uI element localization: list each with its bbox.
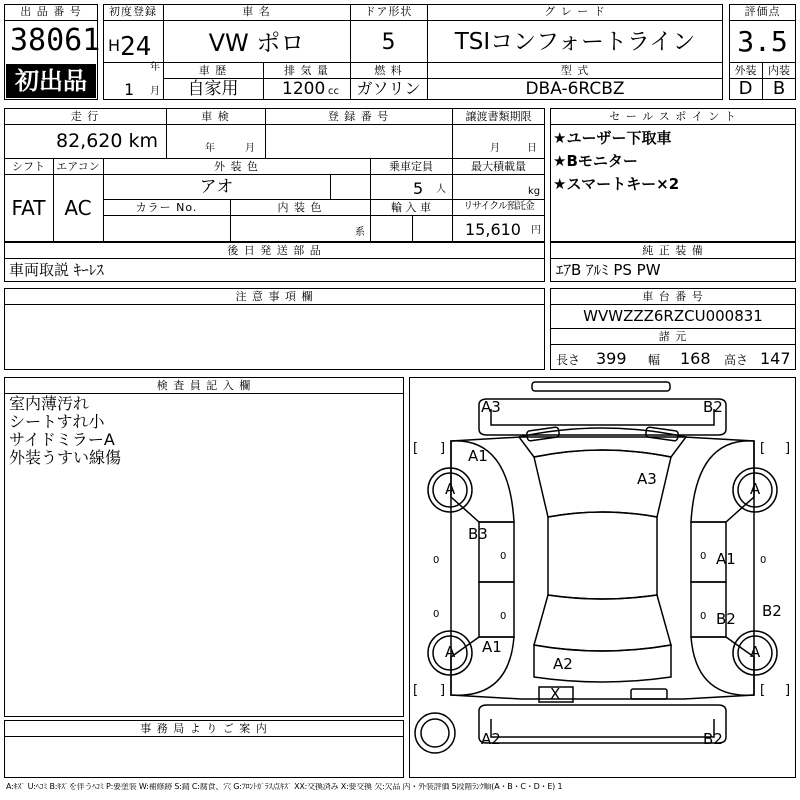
car-diagram xyxy=(409,377,796,778)
reg-year-unit: 年 xyxy=(150,62,160,73)
bracket-mark: [ xyxy=(760,441,766,456)
score-label: 評価点 xyxy=(744,5,781,18)
reg-month-unit: 月 xyxy=(150,86,160,97)
lot-number: 38061 xyxy=(10,23,101,58)
damage-mark: B2 xyxy=(703,730,723,748)
fuel: ガソリン xyxy=(356,79,421,98)
inspection-label: 車 検 xyxy=(201,110,230,123)
door-label: ドア形状 xyxy=(364,5,413,18)
legend: A:ｷｽﾞ U:ﾍｺﾐ B:ｷｽﾞを伴うﾍｺﾐ P:要塗装 W:補修跡 S:錆 C:腐食、穴 G:ﾌﾛﾝﾄｶﾞﾗｽ点ｷｽﾞ XX:交換済み X:要交換 欠:欠品 内・外装評価 5段階ﾗﾝｸ順(A・B・C・D・E) 1 xyxy=(6,783,563,791)
recycle-label: リサイクル預託金 xyxy=(463,201,534,212)
doors: 5 xyxy=(381,30,396,55)
zero-mark: 0 xyxy=(500,551,507,562)
dims-label: 諸 元 xyxy=(658,330,688,343)
displacement-label: 排 気 量 xyxy=(284,64,329,77)
grade-label: グ レ ー ド xyxy=(544,5,606,18)
chassis-label: 車 台 番 号 xyxy=(642,290,704,303)
damage-mark: B2 xyxy=(716,610,736,628)
load-unit: kg xyxy=(528,186,541,197)
first-listing-text: 初出品 xyxy=(15,67,87,95)
office-label: 事 務 局 よ り ご 案 内 xyxy=(140,722,268,735)
reg-number-label: 登 録 番 号 xyxy=(327,110,390,123)
later-parts-label: 後 日 発 送 部 品 xyxy=(227,244,322,257)
interior-grade: B xyxy=(772,78,786,99)
bracket-mark: [ xyxy=(760,683,766,698)
width-label: 幅 xyxy=(648,353,661,367)
capacity: 5 xyxy=(413,179,424,198)
notes-label: 注 意 事 項 欄 xyxy=(235,290,314,303)
damage-mark: A2 xyxy=(481,730,501,748)
displacement: 1200 xyxy=(282,79,326,99)
damage-mark: B2 xyxy=(703,398,723,416)
model: DBA-6RCBZ xyxy=(525,79,625,99)
damage-mark: A2 xyxy=(553,655,573,673)
damage-mark: A3 xyxy=(637,470,657,488)
color-label: 外 装 色 xyxy=(214,160,259,173)
car-name: VW ポロ xyxy=(208,29,305,57)
era: H xyxy=(108,36,121,55)
inspector-line-4: 外装うすい線傷 xyxy=(9,448,122,467)
wheel-mark: A xyxy=(445,643,456,661)
lot-number-label: 出 品 番 号 xyxy=(20,5,82,18)
height-label: 高さ xyxy=(724,353,749,367)
damage-mark: B2 xyxy=(762,602,782,620)
transfer-day-unit: 日 xyxy=(527,143,537,154)
shift: FAT xyxy=(11,196,46,220)
damage-mark: A3 xyxy=(481,398,501,416)
interior-color-unit: 系 xyxy=(355,227,365,238)
exterior-grade-label: 外装 xyxy=(734,64,757,77)
damage-mark: B3 xyxy=(468,525,488,543)
mileage-label: 走 行 xyxy=(70,110,100,123)
displacement-unit: cc xyxy=(328,86,339,97)
sales-point-3: ★スマートキー×2 xyxy=(553,175,680,193)
equipment-label: 純 正 装 備 xyxy=(642,244,704,257)
info-box xyxy=(4,108,545,242)
grade: TSIコンフォートライン xyxy=(454,29,696,55)
history: 自家用 xyxy=(187,79,239,99)
first-reg-label: 初度登録 xyxy=(109,5,157,18)
bracket-mark: ] xyxy=(785,441,791,456)
recycle: 15,610 xyxy=(465,220,521,239)
height: 147 xyxy=(760,349,791,368)
wheel-mark: A xyxy=(750,643,761,661)
zero-mark: 0 xyxy=(500,611,507,622)
wheel-mark: A xyxy=(750,480,761,498)
bracket-mark: [ xyxy=(413,683,419,698)
reg-month: 1 xyxy=(124,80,134,99)
bracket-mark: [ xyxy=(413,441,419,456)
zero-mark: 0 xyxy=(760,555,767,566)
sales-point-2: ★Bモニター xyxy=(553,152,638,170)
zero-mark: 0 xyxy=(700,611,707,622)
ac-label: エアコン xyxy=(56,160,100,173)
width: 168 xyxy=(680,349,711,368)
zero-mark: 0 xyxy=(433,609,440,620)
fuel-label: 燃 料 xyxy=(374,64,403,77)
sales-point-1: ★ユーザー下取車 xyxy=(553,129,672,147)
damage-mark: A1 xyxy=(716,550,736,568)
inspection-month-unit: 月 xyxy=(245,143,255,154)
zero-mark: 0 xyxy=(700,551,707,562)
inspector-line-1: 室内薄汚れ xyxy=(9,394,90,413)
car-name-label: 車 名 xyxy=(242,5,271,18)
bracket-mark: ] xyxy=(440,683,446,698)
inspection-year-unit: 年 xyxy=(205,143,215,154)
import-label: 輸 入 車 xyxy=(391,201,431,214)
damage-mark: X xyxy=(550,685,561,703)
model-label: 型 式 xyxy=(560,64,590,77)
interior-color-label: 内 装 色 xyxy=(277,201,323,214)
color: アオ xyxy=(199,177,234,197)
history-label: 車 歴 xyxy=(198,64,228,77)
bracket-mark: ] xyxy=(785,683,791,698)
transfer-month-unit: 月 xyxy=(490,143,500,154)
chassis-number: WVWZZZ6RZCU000831 xyxy=(583,307,763,325)
inspector-line-2: シートすれ小 xyxy=(9,412,105,431)
interior-grade-label: 内装 xyxy=(768,64,790,77)
inspector-label: 検 査 員 記 入 欄 xyxy=(156,379,252,392)
capacity-label: 乗車定員 xyxy=(389,160,433,173)
damage-mark: A1 xyxy=(468,447,488,465)
later-parts: 車両取説 ｷｰﾚｽ xyxy=(9,261,104,279)
color-no-label: カラー No. xyxy=(135,201,198,214)
mileage: 82,620 km xyxy=(56,130,159,152)
exterior-grade: D xyxy=(738,78,753,99)
capacity-unit: 人 xyxy=(436,184,446,195)
reg-year: 24 xyxy=(120,32,152,62)
recycle-unit: 円 xyxy=(531,225,541,236)
length-label: 長さ xyxy=(556,353,581,367)
damage-mark: A1 xyxy=(482,638,502,656)
length: 399 xyxy=(596,349,627,368)
load-label: 最大積載量 xyxy=(471,160,526,173)
transfer-label: 譲渡書類期限 xyxy=(465,110,532,123)
shift-label: シフト xyxy=(12,160,45,173)
ac: AC xyxy=(64,196,92,220)
wheel-mark: A xyxy=(445,480,456,498)
sales-points-label: セ ー ル ス ポ イ ン ト xyxy=(609,110,737,123)
bracket-mark: ] xyxy=(440,441,446,456)
inspector-line-3: サイドミラーA xyxy=(9,430,115,449)
score: 3.5 xyxy=(737,25,788,58)
zero-mark: 0 xyxy=(433,555,440,566)
equipment: ｴｱB ｱﾙﾐ PS PW xyxy=(556,261,661,279)
